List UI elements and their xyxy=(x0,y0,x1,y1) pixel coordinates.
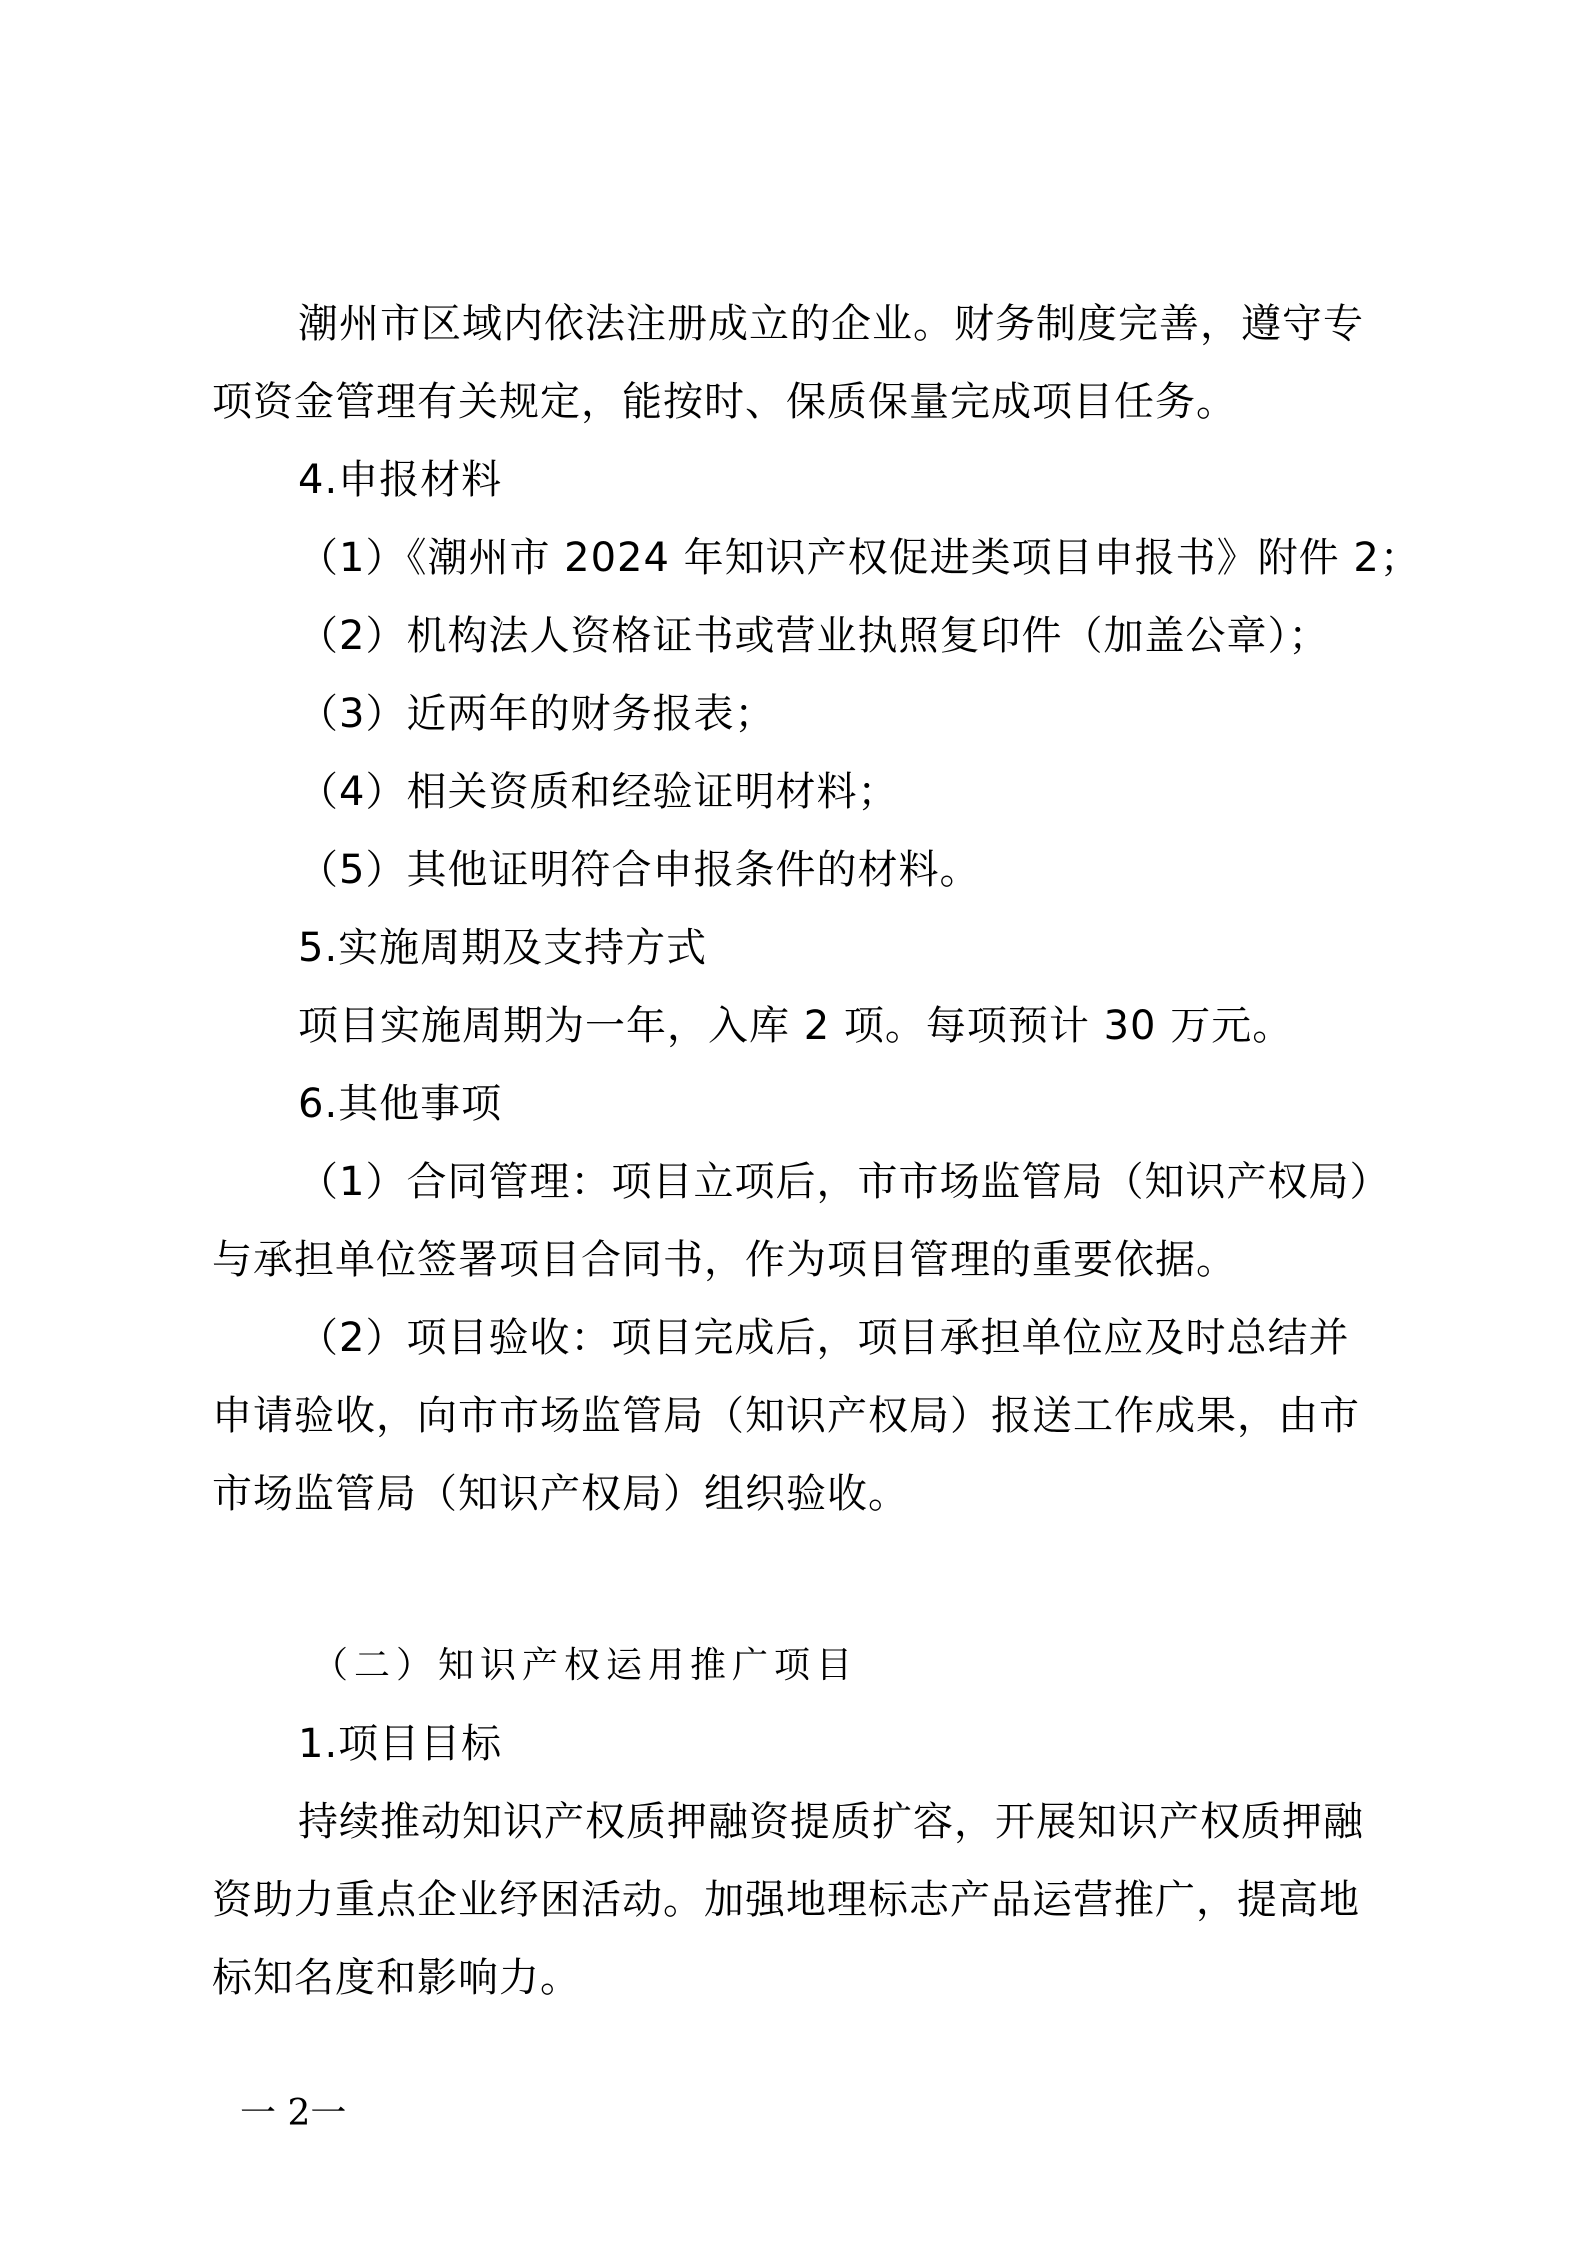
heading-project-goal: 1.项目目标 xyxy=(298,1721,503,1767)
paragraph-contract-management-line-1: （1）合同管理：项目立项后，市市场监管局（知识产权局） xyxy=(298,1159,1391,1205)
paragraph-project-acceptance-line-3: 市场监管局（知识产权局）组织验收。 xyxy=(212,1471,909,1517)
paragraph-project-goal-line-2: 资助力重点企业纾困活动。加强地理标志产品运营推广，提高地 xyxy=(212,1877,1360,1923)
material-item-4: （4）相关资质和经验证明材料； xyxy=(298,769,899,815)
material-item-5: （5）其他证明符合申报条件的材料。 xyxy=(298,847,981,893)
paragraph-project-acceptance-line-2: 申请验收，向市市场监管局（知识产权局）报送工作成果，由市 xyxy=(212,1393,1360,1439)
paragraph-implementation-period: 项目实施周期为一年，入库 2 项。每项预计 30 万元。 xyxy=(298,1003,1294,1049)
paragraph-contract-management-line-2: 与承担单位签署项目合同书，作为项目管理的重要依据。 xyxy=(212,1237,1237,1283)
paragraph-eligibility-line-2: 项资金管理有关规定，能按时、保质保量完成项目任务。 xyxy=(212,379,1237,425)
paragraph-project-goal-line-3: 标知名度和影响力。 xyxy=(212,1955,581,2001)
paragraph-project-acceptance-line-1: （2）项目验收：项目完成后，项目承担单位应及时总结并 xyxy=(298,1315,1350,1361)
material-item-3: （3）近两年的财务报表； xyxy=(298,691,776,737)
material-item-1: （1）《潮州市 2024 年知识产权促进类项目申报书》附件 2； xyxy=(298,535,1421,581)
heading-other-matters: 6.其他事项 xyxy=(298,1081,503,1127)
page-number: 一 2一 xyxy=(240,2093,347,2134)
section-heading-ip-promotion: （二）知识产权运用推广项目 xyxy=(312,1645,859,1686)
material-item-2: （2）机构法人资格证书或营业执照复印件（加盖公章）； xyxy=(298,613,1330,659)
heading-application-materials: 4.申报材料 xyxy=(298,457,503,503)
paragraph-eligibility-line-1: 潮州市区域内依法注册成立的企业。财务制度完善，遵守专 xyxy=(298,301,1364,347)
heading-implementation-period: 5.实施周期及支持方式 xyxy=(298,925,708,971)
paragraph-project-goal-line-1: 持续推动知识产权质押融资提质扩容，开展知识产权质押融 xyxy=(298,1799,1364,1845)
